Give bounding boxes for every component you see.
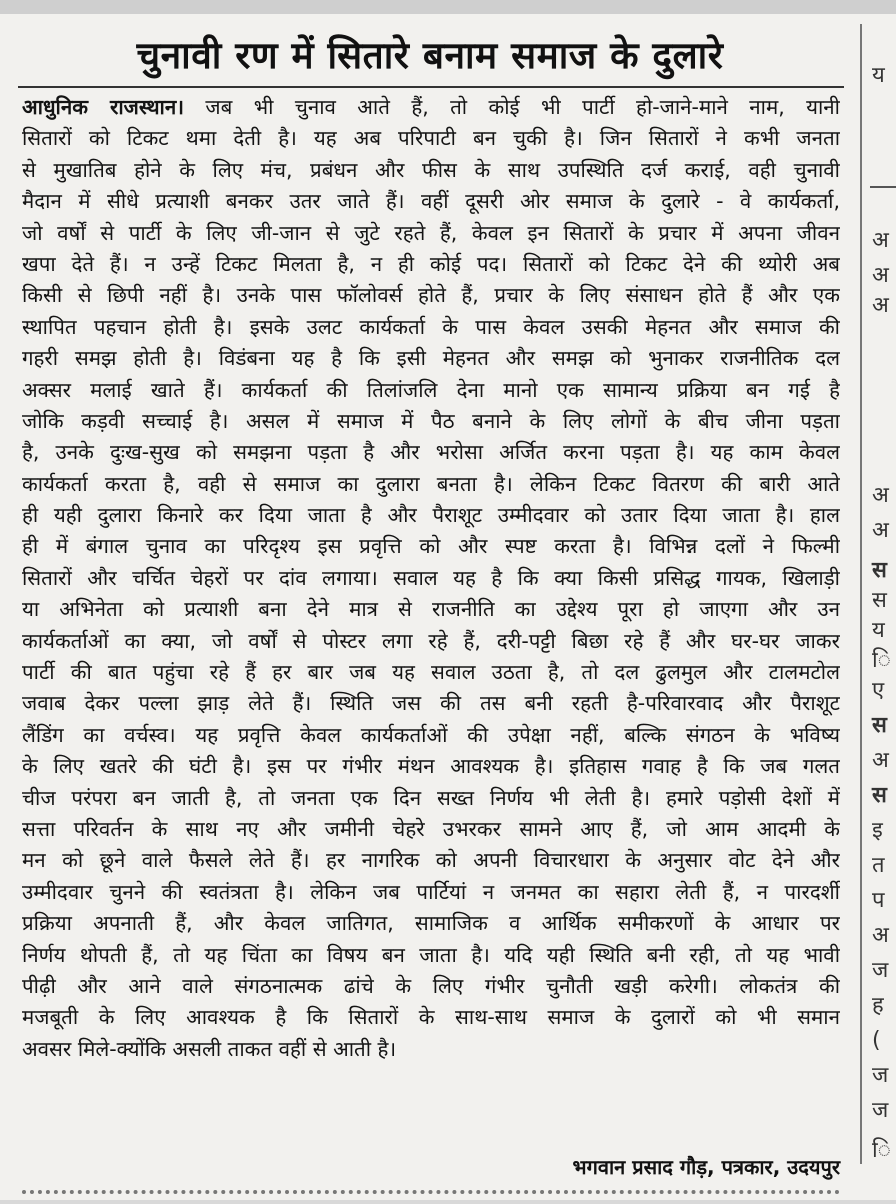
adjacent-glyph: प <box>872 888 885 913</box>
article-line: ही यही दुलारा किनारे कर दिया जाता है और पैराशूट उम्मीदवार को उतार दिया जाता है। हाल <box>22 503 840 528</box>
article-line <box>22 92 840 123</box>
article-line: लैंडिंग का वर्चस्व। यह प्रवृत्ति केवल कार्यकर्ताओं की उपेक्षा नहीं, बल्कि संगठन के भविष्य <box>22 722 840 747</box>
adjacent-glyph: अ <box>872 263 889 288</box>
adjacent-glyph: स <box>872 588 887 613</box>
article-line: के लिए खतरे की घंटी है। इस पर गंभीर मंथन आवश्यक है। इतिहास गवाह है कि जब गलत <box>22 754 840 779</box>
adjacent-glyph: य <box>872 63 885 88</box>
article-line: निर्णय थोपती हैं, तो यह चिंता का विषय बन जाता है। यदि यही स्थिति बनी रही, तो यह भावी <box>22 942 840 967</box>
adjacent-glyph: अ <box>872 923 889 948</box>
adjacent-glyph: ( <box>872 1028 881 1053</box>
article-line: सितारों को टिकट थमा देती है। यह अब परिपाटी बन चुकी है। जिन सितारों ने कभी जनता <box>22 126 840 151</box>
adjacent-glyph: य <box>872 618 885 643</box>
author-byline: भगवान प्रसाद गौड़, पत्रकार, उदयपुर <box>572 1155 840 1179</box>
article-line: किसी से छिपी नहीं है। उनके पास फॉलोवर्स होते हैं, प्रचार के लिए संसाधन होते हैं और एक <box>22 283 840 308</box>
adjacent-glyph: ज <box>872 1063 889 1088</box>
adjacent-glyph: अ <box>872 293 889 318</box>
article-line: मन को छूने वाले फैसले लेते हैं। हर नागरिक को अपनी विचारधारा के अनुसार वोट देने और <box>22 848 840 873</box>
article-headline: चुनावी रण में सितारे बनाम समाज के दुलारे <box>136 34 724 77</box>
adjacent-glyph: ि <box>872 1138 891 1163</box>
adjacent-glyph: अ <box>872 518 889 543</box>
adjacent-glyph: ह <box>872 993 884 1018</box>
adjacent-glyph: ज <box>872 1098 889 1123</box>
article-line: मैदान में सीधे प्रत्याशी बनकर उतर जाते हैं। वहीं दूसरी ओर समाज के दुलारे - वे कार्यकर्ता, <box>22 189 840 214</box>
adjacent-glyph: स <box>872 558 887 583</box>
adjacent-glyph: ए <box>872 678 885 703</box>
article-line: जो वर्षों से पार्टी के लिए जी-जान से जुटे रहते हैं, केवल इन सितारों के प्रचार में अपना जीवन <box>22 220 840 245</box>
adjacent-glyph: ज <box>872 958 889 983</box>
article-body <box>22 92 840 1065</box>
article-line: ही में बंगाल चुनाव का परिदृश्य इस प्रवृत्ति को और स्पष्ट करता है। विभिन्न दलों ने फिल्मी <box>22 534 840 559</box>
adjacent-column-rule <box>870 186 896 188</box>
article-line: पार्टी की बात पहुंचा रहे हैं हर बार जब यह सवाल उठता है, तो दल ढुलमुल और टालमटोल <box>22 660 840 685</box>
article-line: सितारों और चर्चित चेहरों पर दांव लगाया। सवाल यह है कि क्या किसी प्रसिद्ध गायक, खिलाड़ी <box>22 565 840 590</box>
article-line: कार्यकर्ता करता है, वही से समाज का दुलारा बनता है। लेकिन टिकट वितरण की बारी आते <box>22 471 840 496</box>
adjacent-glyph: इ <box>872 818 883 843</box>
article-line: चीज परंपरा बन जाती है, तो जनता एक दिन सख्त निर्णय भी लेती है। हमारे पड़ोसी देशों में <box>22 785 840 810</box>
article-line: स्थापित पहचान होती है। इसके उलट कार्यकर्ता के पास केवल उसकी मेहनत और समाज की <box>22 314 840 339</box>
adjacent-glyph: ि <box>872 648 891 673</box>
adjacent-glyph: अ <box>872 483 889 508</box>
article-line: पीढ़ी और आने वाले संगठनात्मक ढांचे के लिए गंभीर चुनौती खड़ी करेगी। लोकतंत्र की <box>22 973 840 998</box>
adjacent-glyph: स <box>872 713 887 738</box>
adjacent-column <box>866 14 896 1200</box>
article-line: प्रक्रिया अपनाती हैं, और केवल जातिगत, सामाजिक व आर्थिक समीकरणों के आधार पर <box>22 911 840 936</box>
adjacent-glyph: त <box>872 853 885 878</box>
article-line: अक्सर मलाई खाते हैं। कार्यकर्ता की तिलांजलि देना मानो एक सामान्य प्रक्रिया बन गई है <box>22 377 840 402</box>
article-line: से मुखातिब होने के लिए मंच, प्रबंधन और फीस के साथ उपस्थिति दर्ज कराई, वही चुनावी <box>22 157 840 182</box>
article-line: कार्यकर्ताओं का क्या, जो वर्षों से पोस्टर लगा रहे हैं, दरी-पट्टी बिछा रहे हैं और घर-घर जाकर <box>22 628 840 653</box>
top-scan-border <box>0 0 896 14</box>
article-line: अवसर मिले-क्योंकि असली ताकत वहीं से आती है। <box>22 1036 397 1061</box>
article-line-text: जब भी चुनाव आते हैं, तो कोई भी पार्टी हो-जाने-माने नाम, यानी <box>205 95 840 119</box>
next-article-fragment <box>22 1190 840 1204</box>
article-line: मजबूती के लिए आवश्यक है कि सितारों के साथ-साथ समाज के दुलारों को भी समान <box>22 1005 840 1030</box>
article-line: उम्मीदवार चुनने की स्वतंत्रता है। लेकिन जब पार्टियां न जनमत का सहारा लेती हैं, न पारदर्शी <box>22 879 840 904</box>
article-line: सत्ता परिवर्तन के साथ नए और जमीनी चेहरे उभरकर सामने आए हैं, जो आम आदमी के <box>22 816 840 841</box>
article-line: खपा देते हैं। न उन्हें टिकट मिलता है, न ही कोई पद। सितारों को टिकट देने की थ्योरी अब <box>22 251 840 276</box>
adjacent-glyph: स <box>872 783 887 808</box>
adjacent-glyph: अ <box>872 748 889 773</box>
dateline: आधुनिक राजस्थान। <box>22 95 185 119</box>
article-line: या अभिनेता को प्रत्याशी बना देने मात्र से राजनीति का उद्देश्य पूरा हो जाएगा और उन <box>22 597 840 622</box>
adjacent-glyph: अ <box>872 228 889 253</box>
column-divider <box>860 24 862 1164</box>
article-line: जोकि कड़वी सच्चाई है। असल में समाज में पैठ बनाने के लिए लोगों के बीच जीना पड़ता <box>22 408 840 433</box>
article-line: गहरी समझ होती है। विडंबना यह है कि इसी मेहनत और समझ को भुनाकर राजनीतिक दल <box>22 346 840 371</box>
article-line: है, उनके दुःख-सुख को समझना पड़ता है और भरोसा अर्जित करना पड़ता है। यह काम केवल <box>22 440 840 465</box>
headline-underline <box>18 86 844 88</box>
article-line: जवाब देकर पल्ला झाड़ लेते हैं। स्थिति जस की तस बनी रहती है-परिवारवाद और पैराशूट <box>22 691 840 716</box>
